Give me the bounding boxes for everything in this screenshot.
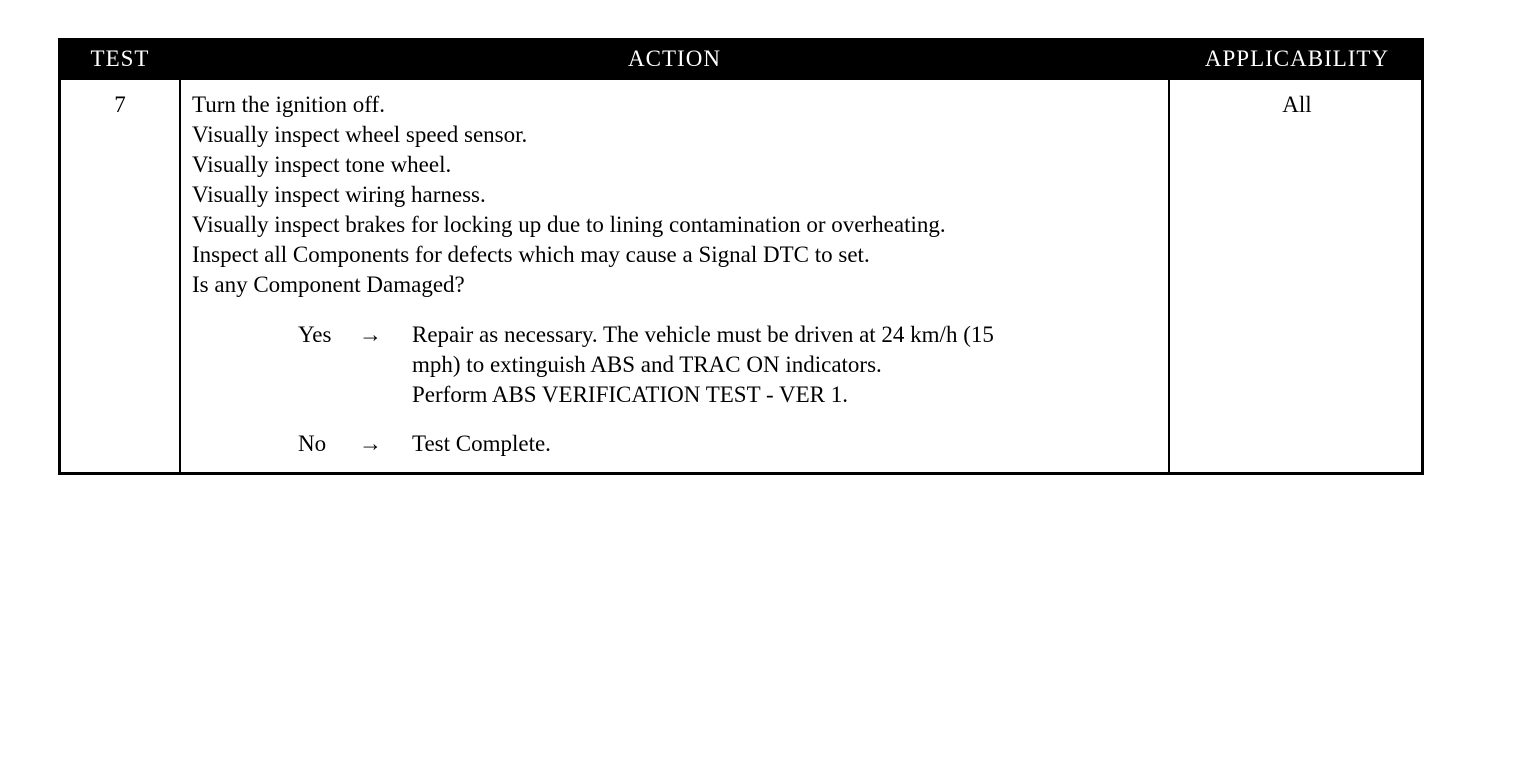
result-text-no — [412, 429, 1172, 459]
arrow-icon: → — [359, 322, 382, 347]
test-number: 7 — [114, 92, 126, 117]
header-action: ACTION — [628, 46, 721, 71]
table-header — [61, 38, 1421, 80]
action-step: Visually inspect wiring harness. — [192, 182, 486, 207]
action-step: Turn the ignition off. — [192, 92, 385, 117]
action-question: Is any Component Damaged? — [192, 272, 465, 297]
column-divider — [1168, 80, 1170, 472]
applicability-value: All — [1282, 92, 1312, 117]
action-step: Visually inspect wheel speed sensor. — [192, 122, 528, 147]
arrow-icon: → — [359, 431, 382, 456]
result-label-no: No — [298, 431, 327, 456]
header-test: TEST — [90, 46, 150, 71]
action-step: Visually inspect brakes for locking up due to lining contamination or overheating. — [192, 212, 946, 237]
result-text-yes — [412, 320, 1172, 410]
result-label-yes: Yes — [298, 322, 332, 347]
action-step: Inspect all Components for defects which may cause a Signal DTC to set. — [192, 242, 870, 267]
diagnostic-test-table — [58, 38, 1424, 475]
column-divider — [179, 80, 181, 472]
result-line: Repair as necessary. The vehicle must be driven at 24 km/h (15 — [412, 322, 994, 347]
action-step: Visually inspect tone wheel. — [192, 152, 452, 177]
result-line: mph) to extinguish ABS and TRAC ON indicators. — [412, 352, 882, 377]
header-applicability: APPLICABILITY — [1204, 46, 1390, 71]
result-line: Perform ABS VERIFICATION TEST - VER 1. — [412, 382, 848, 407]
result-line: Test Complete. — [412, 431, 551, 456]
action-steps — [192, 90, 1162, 300]
